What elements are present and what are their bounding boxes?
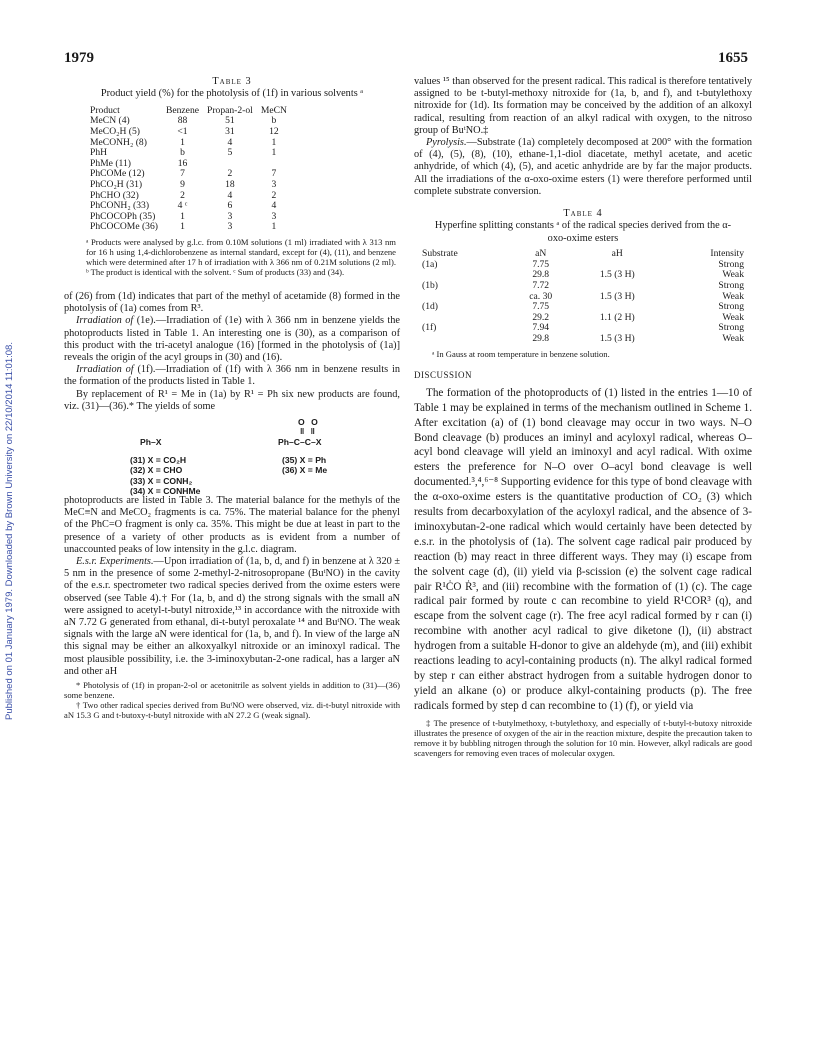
year-header: 1979 <box>64 50 94 66</box>
footnote-double-dagger: ‡ The presence of t-butylmethoxy, t-butylethoxy, and especially of t-butyl-t-butoxy nitroxide illustrates the presence of oxygen of the air in the reaction mixture, despite the precaution taken to remove it by bubbling nitrogen through the solution for 10 min. However, alkyl radicals are good scavengers for removing even traces of molecular oxygen. <box>414 717 752 758</box>
discussion-paragraph: The formation of the photoproducts of (1) listed in the entries 1—10 of Table 1 may be explained in terms of the mechanism outlined in Scheme 1. After excitation (a) of (1) bond cleavage may occur in two ways. N–O Bond cleavage (b) produces an iminyl and acyloxyl radical, whereas O–acyl bond cleavage will yield an iminoxyl and acyl radical. With oxime esters the preference for N–O over O–acyl bond cleavage is well documented.³,⁴,⁶⁻⁸ Supporting evidence for this type of bond cleavage with the α-oxo-oxime esters is the quantitative production of CO₂ (3) which results from decarboxylation of the acyloxyl radical, and the absence of 3-iminoxybutan-2-one radical which would certainly have been detected by e.s.r. in the photolysis of (1a). The solvent cage radical pair produced by reaction (b) may react in three different ways. They may (i) escape from the solvent cage (d), (ii) yield via β-scission (e) the solvent cage radical pair R¹ĊO Ṙ³, and (iii) recombine with the formation of (1) (c). The cage radical pair formed by route c can recombine to yield R¹COR³ (q), and escape from the solvent cage (r). The free acyl radical formed by r can (i) recombine with another acyl radical to give diketone (l), (ii) abstract hydrogen from a suitable H-donor to give an aldehyde (m), and (iii) exhibit reactions leading to acyl-containing products (n). The alkyl radical formed by step r can either abstract hydrogen from a suitable hydrogen donor to yield an alkane (o) or produce alkyl-containing products (p). The free radicals formed by step d can recombine to (1) (f), or yield via <box>414 386 752 712</box>
table4-cell <box>418 334 509 345</box>
dione-variant-label: (35) X = Ph <box>282 454 327 465</box>
table3-cell: PhCHO (32) <box>90 189 139 201</box>
dione-bonds: ‖ ‖ <box>300 425 317 436</box>
dione-variants <box>282 455 327 476</box>
table4-row <box>418 292 748 303</box>
structure-diagram <box>64 417 400 495</box>
table3-cell: 1 <box>271 147 277 159</box>
table3-cell: 5 <box>227 147 233 159</box>
table4-row <box>418 281 748 292</box>
table3-cell: PhCOMe (12) <box>90 168 145 180</box>
table3-cell: PhCOCOPh (35) <box>90 210 156 222</box>
right-paragraph-2: Pyrolysis.—Substrate (1a) completely decomposed at 200° with the formation of (4), (5), (8), (10), ethane-1,1-diol diacetate, methyl acetate, and acetic anhydride, of which (4), (5), and acetic anhydride are by far the major products. All the irradiations of the α-oxo-oxime esters (1) were therefore performed until complete substrate conversion. <box>414 137 752 197</box>
table4-cell: Weak <box>722 290 744 302</box>
table3-cell: 9 <box>180 178 185 190</box>
table3-cell: 31 <box>225 126 235 137</box>
table4-cell: Strong <box>718 280 744 292</box>
table3-cell: 1 <box>271 136 277 148</box>
table3-caption: Product yield (%) for the photolysis of (1f) in various solvents ᵃ <box>100 88 364 100</box>
table4-cell: (1a) <box>422 258 438 270</box>
table4-row <box>418 302 748 313</box>
table3-header-cell: Propan-2-ol <box>207 104 253 116</box>
table4-cell: Weak <box>722 311 744 323</box>
table4-cell: 1.1 (2 H) <box>599 311 635 323</box>
left-paragraph-3: Irradiation of (1f).—Irradiation of (1f) with λ 366 nm in benzene results in the formation of the products listed in Table 1. <box>64 364 400 388</box>
table4-header-cell: aH <box>611 248 623 260</box>
table3-cell: b <box>180 147 185 159</box>
phx-formula: Ph–X <box>140 436 162 447</box>
table3-cell: PhCO₂H (31) <box>90 178 143 190</box>
table3-cell: PhCONH₂ (33) <box>90 200 150 212</box>
table3-cell: 1 <box>271 221 277 233</box>
table3-cell: 4 <box>227 189 233 201</box>
table3-cell: 1 <box>180 210 185 222</box>
table3-cell: 2 <box>227 168 233 180</box>
table4-caption-block <box>414 208 752 245</box>
table3-header-cell: MeCN <box>260 104 287 116</box>
dione-oxygens: O O <box>298 416 320 427</box>
table4-title: Table 4 <box>563 208 603 220</box>
table3-row <box>86 127 291 138</box>
phx-variant-label: (33) X = CONH₂ <box>130 475 193 486</box>
table4-row <box>418 323 748 334</box>
table4-cell: 7.75 <box>532 301 550 313</box>
irradiation-heading-1e: Irradiation of <box>76 315 134 327</box>
table4-row <box>418 334 748 345</box>
table4-cell: 1.5 (3 H) <box>599 269 635 281</box>
table3-cell: 16 <box>177 157 188 169</box>
phx-variant-label: (32) X = CHO <box>130 465 183 476</box>
table3-cell: 51 <box>225 115 235 127</box>
table3-cell: b <box>271 115 277 127</box>
table4-cell: 7.94 <box>532 322 550 334</box>
table4-cell: Strong <box>718 322 744 334</box>
phx-variant-label: (31) X = CO₂H <box>130 454 187 465</box>
table3-header-cell: Product <box>90 104 120 116</box>
table4-cell: Strong <box>718 258 744 270</box>
left-paragraph-4: By replacement of R¹ = Me in (1a) by R¹ = Ph six new products are found, viz. (31)—(36).* The yields of some <box>64 388 400 412</box>
table4-cell: 1.5 (3 H) <box>599 333 635 344</box>
pyrolysis-heading: Pyrolysis. <box>426 137 467 149</box>
table4-header-cell: aN <box>535 248 547 260</box>
table3-cell: MeCN (4) <box>90 115 130 127</box>
table4-cell: (1b) <box>422 280 438 292</box>
left-column <box>64 76 400 720</box>
provenance-sidebar <box>4 240 18 720</box>
table4-header-cell: Substrate <box>422 248 458 260</box>
table4-header-row <box>418 249 748 260</box>
phx-variants <box>130 455 200 497</box>
table3-footnote: ᵃ Products were analysed by g.l.c. from 0.10M solutions (1 ml) irradiated with λ 313 nm for 16 h using 1,4-dichlorobenzene as internal standard, except for (4), (11), and benzene which were determined after 17 h of irradiation with λ 366 nm of 0.21M solutions (2 ml). ᵇ The product is identical with the solvent. ᶜ Sum of products (33) and (34). <box>86 236 396 277</box>
dione-formula: Ph–C–C–X <box>278 436 322 447</box>
right-column <box>414 76 752 758</box>
table4-cell: ca. 30 <box>529 290 553 302</box>
discussion-heading: DISCUSSION <box>414 369 473 380</box>
table3-cell: 3 <box>227 210 233 222</box>
table3-cell: 3 <box>271 178 277 190</box>
table3-cell: PhH <box>90 147 108 159</box>
table3-row <box>86 180 291 191</box>
table3-cell: 2 <box>271 189 277 201</box>
table3-cell: 18 <box>225 178 235 190</box>
irradiation-heading-1f: Irradiation of <box>76 364 134 376</box>
footnote-star: * Photolysis of (1f) in propan-2-ol or acetonitrile as solvent yields in addition to (31)—(36) some benzene. <box>64 680 400 701</box>
table3-caption-block <box>64 76 400 101</box>
page-number: 1655 <box>718 50 748 66</box>
table4-cell: 7.75 <box>532 258 550 270</box>
table4-row <box>418 260 748 271</box>
table3-cell: 1 <box>180 221 185 233</box>
left-paragraph-2: Irradiation of (1e).—Irradiation of (1e) with λ 366 nm in benzene yields the photoproducts listed in Table 1. An interesting one is (30), as a comparison of this product with the tri-acetyl analogue (16) [formed in the photolysis of (1a)] reveals the origin of the acyl groups in (30) and (16). <box>64 315 400 363</box>
left-paragraph-1: of (26) from (1d) indicates that part of the methyl of acetamide (8) formed in the photolysis of (1a) comes from R³. <box>64 290 400 315</box>
table3-cell: 3 <box>227 221 233 233</box>
table4-cell: 29.2 <box>532 311 550 323</box>
table4-cell: Strong <box>718 301 744 313</box>
table4-row <box>418 313 748 324</box>
table3-cell: 6 <box>227 200 233 212</box>
table4-header-cell: Intensity <box>710 248 744 260</box>
table3-cell: 88 <box>177 115 188 127</box>
table4-cell: 29.8 <box>532 269 550 281</box>
table3-cell: 1 <box>180 136 185 148</box>
esr-heading: E.s.r. Experiments. <box>76 555 154 567</box>
table3-cell: <1 <box>177 126 188 137</box>
table3-cell: PhCOCOMe (36) <box>90 221 158 233</box>
table4-cell: Weak <box>722 269 744 281</box>
table3-cell: 7 <box>271 168 277 180</box>
table4-cell: 29.8 <box>532 333 550 344</box>
table4-cell: (1d) <box>422 301 438 313</box>
left-paragraph-5: photoproducts are listed in Table 3. The material balance for the methyls of the MeC≡N and MeCO₂ fragments is ca. 75%. The material balance for the phenyl of the PhC=O fragment is only ca. 35%. This might be due at least in part to the presence of a variety of other products as is evident from a number of unaccounted peaks of low intensity in the g.l.c. diagram. <box>64 494 400 555</box>
table4-cell: (1f) <box>422 322 437 334</box>
table4-cell: Weak <box>722 333 744 344</box>
table4-caption: Hyperfine splitting constants ᵃ of the radical species derived from the α-oxo-oxime esters <box>434 220 732 244</box>
table3-cell: 4 <box>271 200 277 212</box>
table4-row <box>418 270 748 281</box>
table3-cell: 4 <box>227 136 233 148</box>
phx-variant-label: (34) X = CONHMe <box>130 486 201 497</box>
left-paragraph-6: E.s.r. Experiments.—Upon irradiation of (1a, b, d, and f) in benzene at λ 320 ± 5 nm in the presence of some 2-methyl-2-nitrosopropane (BuᵗNO) in the cavity of the e.s.r. spectrometer two radical species derived from the oxime esters were observed (see Table 4).† For (1a, b, and d) the strong signals with the small aN were assigned to acetyl-t-butyl nitroxide,¹³ in accordance with the nitroxide with aN 7.72 G generated from ethanal, di-t-butyl peroxalate ¹⁴ and BuᵗNO. The weak signals with the large aN were identical for (1a, b, and f). In view of the large aN this signal may be either an alkoxyalkyl nitroxide or an iminoxyl radical. The most plausible possibility, i.e. the 3-iminoxybutan-2-one radical, has a larger aN and other aH <box>64 555 400 677</box>
table3-cell: MeCO₂H (5) <box>90 126 140 137</box>
table4-cell: 1.5 (3 H) <box>599 290 635 302</box>
table3-row <box>86 222 291 233</box>
table3-cell: 3 <box>271 210 277 222</box>
table3 <box>86 106 291 233</box>
right-paragraph-1: values ¹⁵ than observed for the present radical. This radical is therefore tentatively assigned to be t-butyl-methoxy nitroxide for (1a, b, and f), and t-butylethoxy nitroxide for (1d). Its formation may be conceived by the addition of an alkoxyl radical, resulting from reaction of an alkyl radical with oxygen, to the nitroso group of BuᵗNO.‡ <box>414 76 752 136</box>
table3-header-cell: Benzene <box>165 104 199 116</box>
dione-variant-label: (36) X = Me <box>282 465 328 476</box>
table3-cell: MeCONH₂ (8) <box>90 136 147 148</box>
provenance-text[interactable]: Published on 01 January 1979. Downloaded by Brown University on 22/10/2014 11:01:08. <box>4 342 15 720</box>
table3-row <box>86 138 291 149</box>
footnote-dagger: † Two other radical species derived from BuᵗNO were observed, viz. di-t-butyl nitroxide with aN 15.3 G and t-butoxy-t-butyl nitroxide with aN 27.2 G (weak signal). <box>64 700 400 721</box>
table4-footnote: ᵃ In Gauss at room temperature in benzene solution. <box>432 348 610 359</box>
table3-cell: 12 <box>269 126 279 137</box>
table3-title: Table 3 <box>212 76 252 87</box>
table4-cell: 7.72 <box>532 280 550 292</box>
table3-cell: 7 <box>180 168 185 180</box>
table4 <box>418 249 748 344</box>
table3-cell: PhMe (11) <box>90 157 131 169</box>
table3-cell: 2 <box>180 189 185 201</box>
table3-cell: 4 ᶜ <box>177 200 188 212</box>
